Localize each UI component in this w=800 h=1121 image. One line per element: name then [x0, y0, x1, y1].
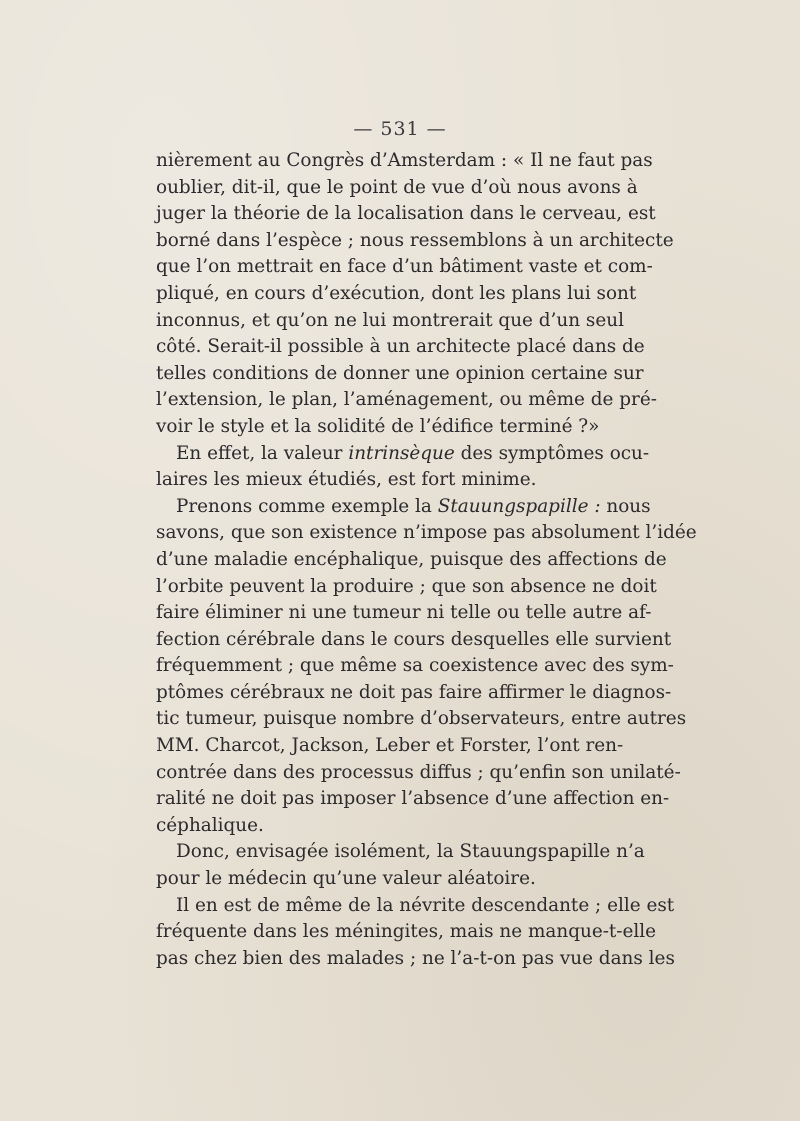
text-segment: nous [600, 495, 651, 517]
paragraph [156, 839, 645, 892]
text-line: borné dans l’espèce ; nous ressemblons à un architecte [156, 229, 674, 251]
text-line: que l’on mettrait en face d’un bâtiment vaste et com- [156, 256, 653, 278]
body-text [156, 148, 697, 972]
text-line: contrée dans des processus diffus ; qu’enfin son unilaté- [156, 761, 681, 783]
text-line: oublier, dit-il, que le point de vue d’où nous avons à [156, 176, 638, 198]
text-line: l’orbite peuvent la produire ; que son absence ne doit [156, 575, 657, 597]
text-line: pas chez bien des malades ; ne l’a-t-on pas vue dans les [156, 947, 675, 969]
paragraph [156, 494, 697, 840]
text-line: laires les mieux étudiés, est fort minime. [156, 469, 537, 491]
italic-term: intrinsèque [348, 442, 455, 464]
paragraph [156, 893, 675, 973]
paragraph [156, 441, 650, 494]
paragraph [156, 148, 674, 441]
text-line: Donc, envisagée isolément, la Stauungspapille n’a [176, 841, 645, 863]
text-line: voir le style et la solidité de l’édifice terminé ?» [156, 415, 600, 437]
italic-term: Stauungspapille : [437, 495, 601, 517]
text-line: Il en est de même de la névrite descendante ; elle est [176, 894, 675, 916]
text-line: inconnus, et qu’on ne lui montrerait que d’un seul [156, 309, 624, 331]
text-line: MM. Charcot, Jackson, Leber et Forster, l’ont ren- [156, 735, 624, 757]
text-line: ralité ne doit pas imposer l’absence d’une affection en- [156, 788, 670, 810]
text-line: tic tumeur, puisque nombre d’observateurs, entre autres [156, 708, 687, 730]
text-line: pour le médecin qu’une valeur aléatoire. [156, 868, 536, 890]
text-line: côté. Serait-il possible à un architecte placé dans de [156, 336, 645, 358]
text-line: ptômes cérébraux ne doit pas faire affirmer le diagnos- [156, 681, 672, 703]
text-line: nièrement au Congrès d’Amsterdam : « Il ne faut pas [156, 150, 653, 171]
text-segment: Prenons comme exemple la [176, 495, 438, 517]
text-line: pliqué, en cours d’exécution, dont les plans lui sont [156, 282, 637, 304]
text-line: fréquente dans les méningites, mais ne manque-t-elle [156, 921, 657, 943]
page-number: — 531 — [353, 118, 447, 140]
text-line: savons, que son existence n’impose pas absolument l’idée [156, 522, 697, 544]
text-segment: des symptômes ocu- [454, 442, 650, 464]
text-line: d’une maladie encéphalique, puisque des affections de [156, 548, 667, 570]
text-line: juger la théorie de la localisation dans le cerveau, est [156, 203, 656, 225]
text-line: fréquemment ; que même sa coexistence avec des sym- [156, 655, 674, 677]
text-segment: En effet, la valeur [176, 442, 349, 464]
text-line [156, 441, 650, 468]
text-line: fection cérébrale dans le cours desquelles elle survient [156, 628, 672, 650]
text-line: céphalique. [156, 814, 264, 836]
text-line: l’extension, le plan, l’aménagement, ou même de pré- [156, 389, 657, 411]
text-line: telles conditions de donner une opinion certaine sur [156, 362, 644, 384]
text-line: faire éliminer ni une tumeur ni telle ou telle autre af- [156, 602, 652, 624]
text-line [156, 494, 651, 521]
